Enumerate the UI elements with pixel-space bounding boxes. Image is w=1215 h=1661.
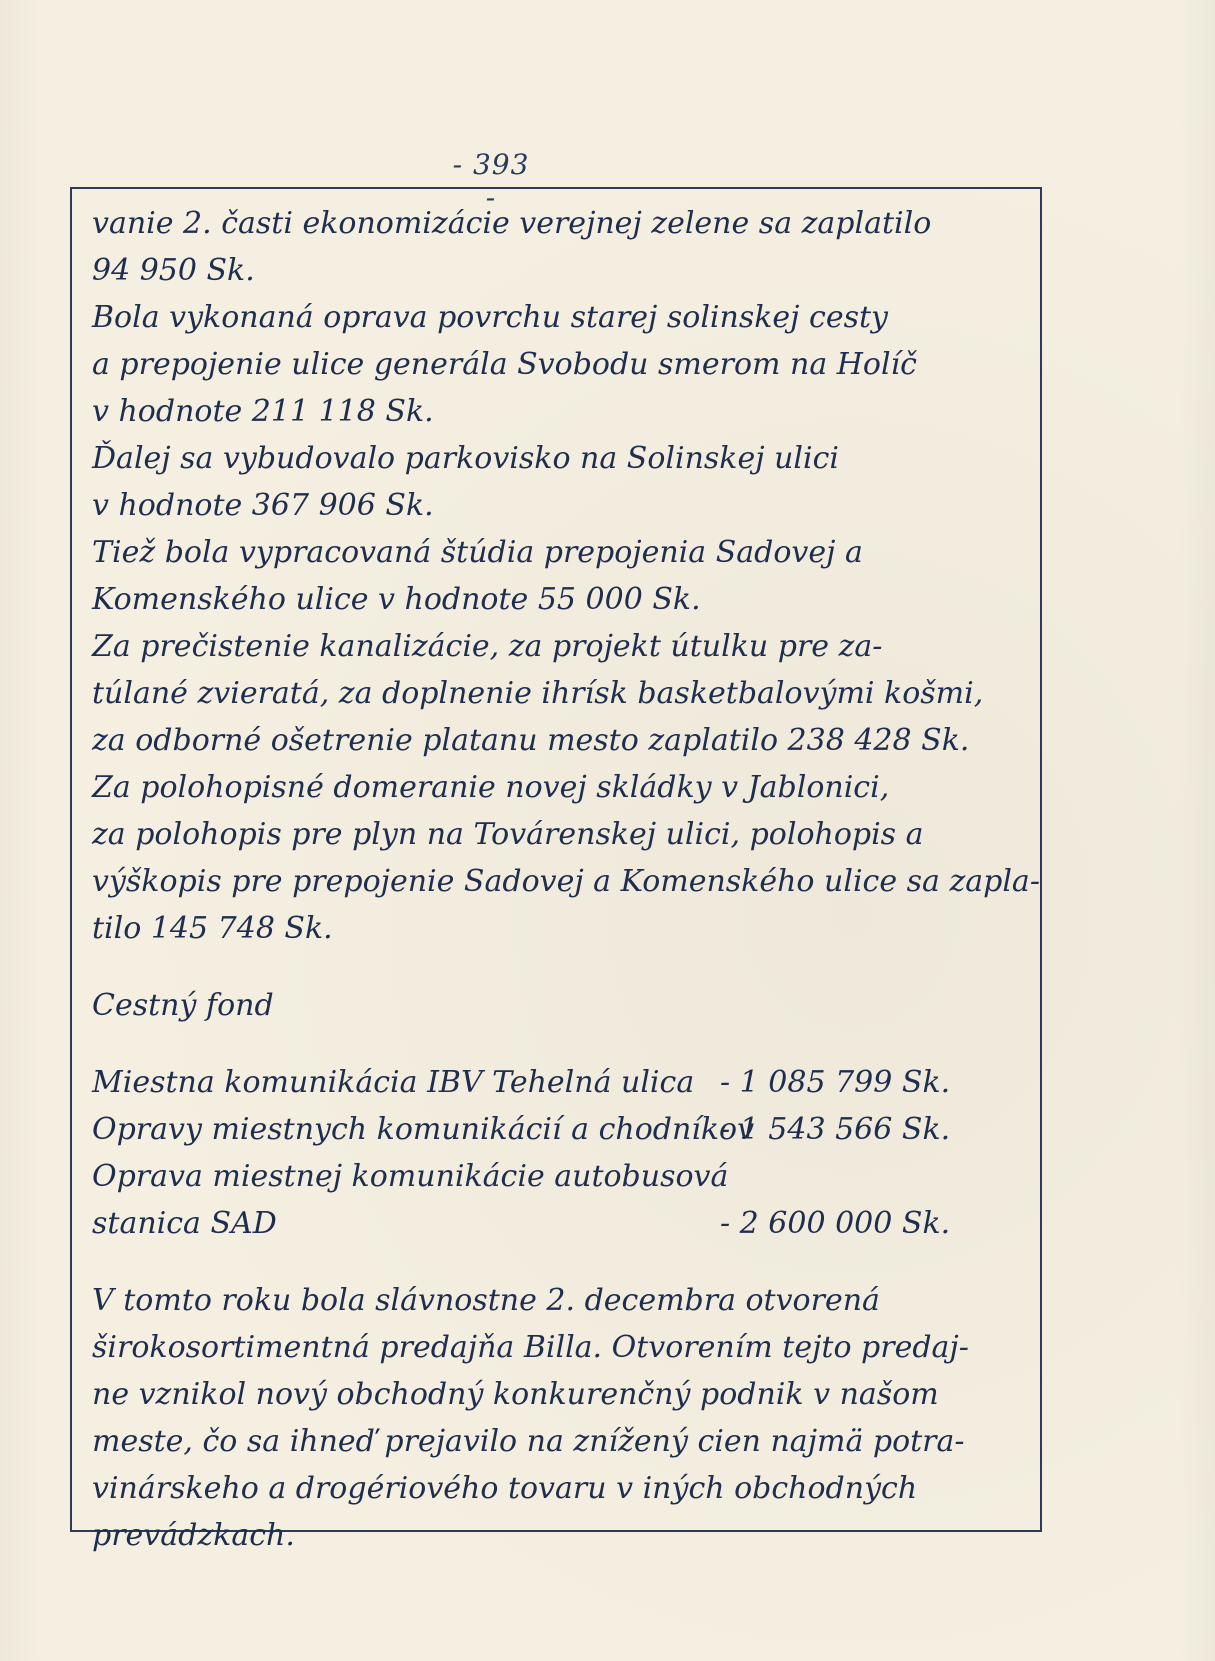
text-line: za odborné ošetrenie platanu mesto zaplatilo 238 428 Sk. — [92, 723, 970, 758]
text-line: Za polohopisné domeranie novej skládky v Jablonici, — [92, 770, 890, 805]
text-line: prevádzkach. — [92, 1518, 295, 1553]
text-line: Ďalej sa vybudovalo parkovisko na Solinskej ulici — [92, 441, 839, 476]
text-line: meste, čo sa ihneď prejavilo na znížený cien najmä potra- — [92, 1424, 965, 1459]
fund-item-amount: - 1 085 799 Sk. — [720, 1065, 951, 1100]
text-line: Bola vykonaná oprava povrchu starej solinskej cesty — [92, 300, 888, 335]
text-line: ne vznikol nový obchodný konkurenčný podnik v našom — [92, 1377, 939, 1412]
fund-item-label: Opravy miestnych komunikácií a chodníkov — [92, 1112, 755, 1147]
fund-item — [92, 1106, 1027, 1153]
fund-item-label: stanica SAD — [92, 1206, 277, 1241]
text-line: Komenského ulice v hodnote 55 000 Sk. — [92, 582, 701, 617]
fund-item-label: Miestna komunikácia IBV Tehelná ulica — [92, 1065, 695, 1100]
text-line: v hodnote 367 906 Sk. — [92, 488, 434, 523]
page-number: - 393 - — [452, 148, 530, 214]
fund-heading: Cestný fond — [92, 988, 274, 1023]
text-line: 94 950 Sk. — [92, 253, 255, 288]
fund-item-amount: - 1 543 566 Sk. — [720, 1112, 951, 1147]
handwritten-text — [92, 200, 1040, 1559]
text-line: túlané zvieratá, za doplnenie ihrísk basketbalovými košmi, — [92, 676, 984, 711]
text-line: Za prečistenie kanalizácie, za projekt útulku pre za- — [92, 629, 883, 664]
fund-item-amount: - 2 600 000 Sk. — [720, 1206, 951, 1241]
fund-item — [92, 1059, 1027, 1106]
text-line: V tomto roku bola slávnostne 2. decembra otvorená — [92, 1283, 880, 1318]
text-line: výškopis pre prepojenie Sadovej a Komenského ulice sa zapla- — [92, 864, 1040, 899]
text-line: za polohopis pre plyn na Továrenskej ulici, polohopis a — [92, 817, 924, 852]
text-line: v hodnote 211 118 Sk. — [92, 394, 434, 429]
fund-item — [92, 1153, 1027, 1200]
text-line: vanie 2. časti ekonomizácie verejnej zelene sa zaplatilo — [92, 206, 932, 241]
fund-item — [92, 1200, 1027, 1247]
text-line: a prepojenie ulice generála Svobodu smerom na Holíč — [92, 347, 917, 382]
text-line: tilo 145 748 Sk. — [92, 911, 333, 946]
text-line: vinárskeho a drogériového tovaru v iných obchodných — [92, 1471, 918, 1506]
text-line: širokosortimentná predajňa Billa. Otvorením tejto predaj- — [92, 1330, 969, 1365]
text-line: Tiež bola vypracovaná štúdia prepojenia Sadovej a — [92, 535, 863, 570]
fund-item-label: Oprava miestnej komunikácie autobusová — [92, 1159, 729, 1194]
